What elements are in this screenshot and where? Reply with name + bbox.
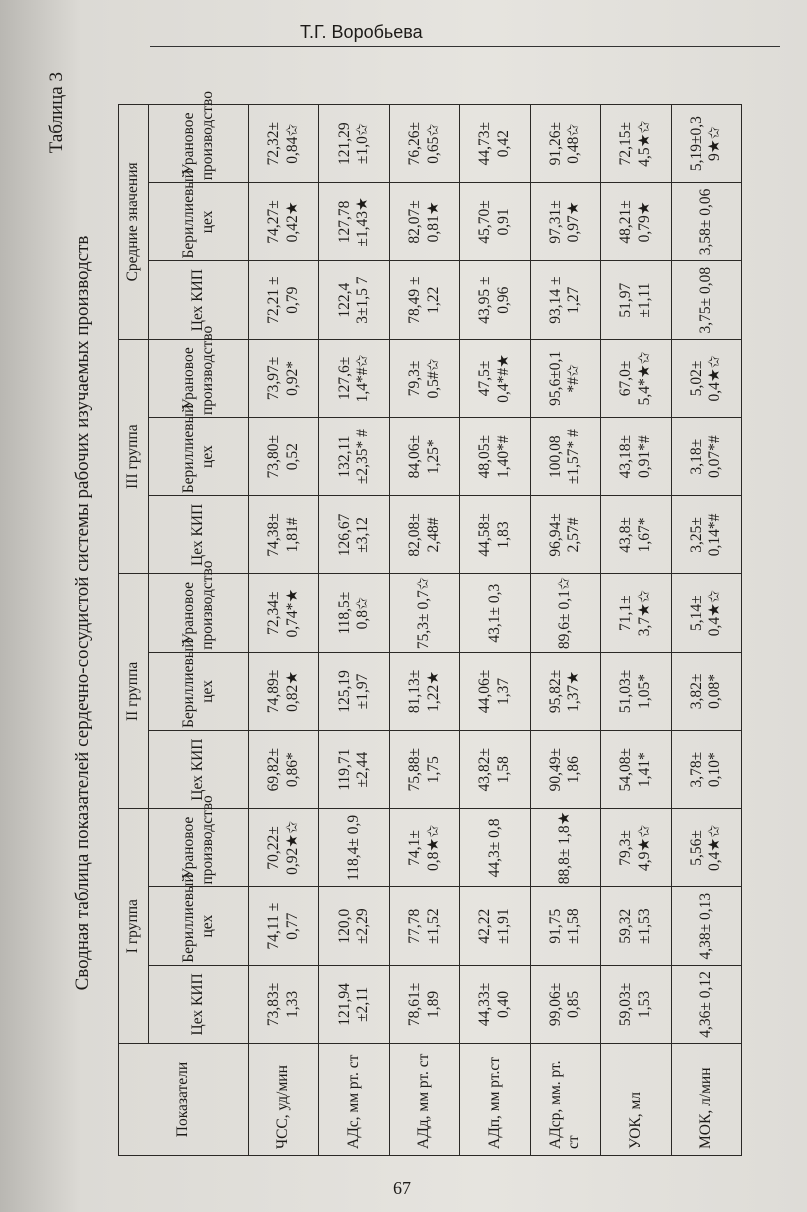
table-label: Таблица 3: [46, 72, 67, 154]
table-row: [319, 105, 389, 1156]
table-cell: 43,1± 0,3: [460, 574, 530, 652]
table-cell: 72,34± 0,74*★: [249, 574, 319, 652]
table-cell: 3,25± 0,14*#: [671, 496, 741, 574]
row-label: УОК, мл: [601, 1044, 671, 1156]
subheader-cell: Бериллиевый цех: [149, 418, 249, 496]
table-cell: 74,27± 0,42★: [249, 183, 319, 261]
row-label: АДс, мм рт. ст: [319, 1044, 389, 1156]
table-cell: 90,49± 1,86: [530, 731, 600, 809]
table-cell: 44,3± 0,8: [460, 809, 530, 887]
table-row: [460, 105, 530, 1156]
table-cell: 5,14± 0,4★✩: [671, 574, 741, 652]
row-label: АДд, мм рт. ст: [389, 1044, 459, 1156]
table-row: [530, 105, 600, 1156]
table-cell: 44,33± 0,40: [460, 965, 530, 1043]
table-cell: 127,78 ±1,43★: [319, 183, 389, 261]
subheader-cell: Бериллиевый цех: [149, 887, 249, 965]
table-cell: 73,80± 0,52: [249, 418, 319, 496]
table-cell: 45,70± 0,91: [460, 183, 530, 261]
page-number: 67: [393, 1178, 411, 1198]
table-cell: 122,4 3±1,5 7: [319, 261, 389, 339]
row-label: МОК, л/мин: [671, 1044, 741, 1156]
table-cell: 72,21 ± 0,79: [249, 261, 319, 339]
table-cell: 5,56± 0,4★✩: [671, 809, 741, 887]
row-label: ЧСС, уд/мин: [249, 1044, 319, 1156]
table-cell: 74,38± 1,81#: [249, 496, 319, 574]
header-group-3: III группа: [119, 339, 149, 574]
table-cell: 77,78 ±1,52: [389, 887, 459, 965]
table-cell: 67,0± 5,4*★✩: [601, 339, 671, 417]
table-cell: 95,6±0,1 *#✩: [530, 339, 600, 417]
table-cell: 5,19±0,3 9★✩: [671, 105, 741, 183]
table-cell: 3,18± 0,07*#: [671, 418, 741, 496]
data-table: [118, 91, 742, 1156]
subheader-cell: Цех КИП: [149, 965, 249, 1043]
table-cell: 51,03± 1,05*: [601, 652, 671, 730]
table-cell: 126,67 ±3,12: [319, 496, 389, 574]
table-cell: 78,61± 1,89: [389, 965, 459, 1043]
table-cell: 121,94 ±2,11: [319, 965, 389, 1043]
header-group-mean: Средние значения: [119, 105, 149, 340]
table-cell: 82,08± 2,48#: [389, 496, 459, 574]
table-cell: 119,71 ±2,44: [319, 731, 389, 809]
table-cell: 73,83± 1,33: [249, 965, 319, 1043]
table-cell: 96,94± 2,57#: [530, 496, 600, 574]
subheader-cell: Бериллиевый цех: [149, 652, 249, 730]
table-cell: 125,19 ±1,97: [319, 652, 389, 730]
table-cell: 70,22± 0,92★✩: [249, 809, 319, 887]
table-cell: 84,06± 1,25*: [389, 418, 459, 496]
table-cell: 127,6± 1,4*#✩: [319, 339, 389, 417]
table-cell: 54,08± 1,41*: [601, 731, 671, 809]
table-cell: 99,06± 0,85: [530, 965, 600, 1043]
table-cell: 51,97 ±1,11: [601, 261, 671, 339]
header-group-1: I группа: [119, 809, 149, 1044]
table-cell: 79,3± 0,5#✩: [389, 339, 459, 417]
table-cell: 91,75 ±1,58: [530, 887, 600, 965]
table-cell: 120,0 ±2,29: [319, 887, 389, 965]
subheader-cell: Урановое производство: [149, 105, 249, 183]
table-cell: 73,97± 0,92*: [249, 339, 319, 417]
table-cell: 4,38± 0,13: [671, 887, 741, 965]
table-cell: 44,73± 0,42: [460, 105, 530, 183]
table-cell: 75,88± 1,75: [389, 731, 459, 809]
table-cell: 118,4± 0,9: [319, 809, 389, 887]
table-cell: 93,14 ± 1,27: [530, 261, 600, 339]
subheader-cell: Урановое производство: [149, 809, 249, 887]
table-row: [671, 105, 741, 1156]
subheader-cell: Цех КИП: [149, 496, 249, 574]
table-cell: 59,03± 1,53: [601, 965, 671, 1043]
table-cell: 3,82± 0,08*: [671, 652, 741, 730]
table-cell: 48,05± 1,40*#: [460, 418, 530, 496]
table-cell: 74,89± 0,82★: [249, 652, 319, 730]
table-cell: 44,58± 1,83: [460, 496, 530, 574]
table-cell: 89,6± 0,1✩: [530, 574, 600, 652]
table-cell: 74,1± 0,8★✩: [389, 809, 459, 887]
table-row: [389, 105, 459, 1156]
table-cell: 43,18± 0,91*#: [601, 418, 671, 496]
running-head: Т.Г. Воробьева: [300, 22, 423, 42]
table-cell: 43,95 ± 0,96: [460, 261, 530, 339]
subheader-cell: Цех КИП: [149, 261, 249, 339]
table-caption: Сводная таблица показателей сердечно-сосудистой системы рабочих изучаемых производств: [72, 235, 93, 991]
table-cell: 42,22 ±1,91: [460, 887, 530, 965]
table-cell: 97,31± 0,97★: [530, 183, 600, 261]
table-cell: 3,75± 0,08: [671, 261, 741, 339]
subheader-cell: Урановое производство: [149, 339, 249, 417]
table-cell: 95,82± 1,37★: [530, 652, 600, 730]
subheader-cell: Бериллиевый цех: [149, 183, 249, 261]
table-cell: 76,26± 0,65✩: [389, 105, 459, 183]
table-cell: 74,11 ± 0,77: [249, 887, 319, 965]
subheader-cell: Цех КИП: [149, 731, 249, 809]
table-cell: 5,02± 0,4★✩: [671, 339, 741, 417]
header-rule: [150, 46, 780, 47]
table-cell: 91,26± 0,48✩: [530, 105, 600, 183]
subheader-cell: Урановое производство: [149, 574, 249, 652]
table-cell: 44,06± 1,37: [460, 652, 530, 730]
header-group-2: II группа: [119, 574, 149, 809]
table-cell: 88,8± 1,8★: [530, 809, 600, 887]
table-cell: 72,15± 4,5★✩: [601, 105, 671, 183]
table-cell: 43,82± 1,58: [460, 731, 530, 809]
rotated-table-block: [40, 58, 770, 1168]
table-cell: 121,29 ±1,0✩: [319, 105, 389, 183]
row-label: АДп, мм рт.ст: [460, 1044, 530, 1156]
table-cell: 79,3± 4,9★✩: [601, 809, 671, 887]
table-cell: 43,8± 1,67*: [601, 496, 671, 574]
table-row: [249, 105, 319, 1156]
table-cell: 59,32 ±1,53: [601, 887, 671, 965]
table-cell: 48,21± 0,79★: [601, 183, 671, 261]
table-cell: 69,82± 0,86*: [249, 731, 319, 809]
table-cell: 81,13± 1,22★: [389, 652, 459, 730]
table-cell: 4,36± 0,12: [671, 965, 741, 1043]
row-label: АДср, мм. рт. ст: [530, 1044, 600, 1156]
table-row: [601, 105, 671, 1156]
table-cell: 78,49 ± 1,22: [389, 261, 459, 339]
table-cell: 75,3± 0,7✩: [389, 574, 459, 652]
table-cell: 47,5± 0,4*#★: [460, 339, 530, 417]
table-cell: 82,07± 0,81★: [389, 183, 459, 261]
table-cell: 3,58± 0,06: [671, 183, 741, 261]
table-cell: 100,08 ±1,57* #: [530, 418, 600, 496]
table-cell: 72,32± 0,84✩: [249, 105, 319, 183]
table-cell: 71,1± 3,7★✩: [601, 574, 671, 652]
header-indicator: Показатели: [119, 1044, 249, 1156]
table-cell: 3,78± 0,10*: [671, 731, 741, 809]
table-cell: 132,11 ±2,35* #: [319, 418, 389, 496]
table-cell: 118,5± 0,8✩: [319, 574, 389, 652]
